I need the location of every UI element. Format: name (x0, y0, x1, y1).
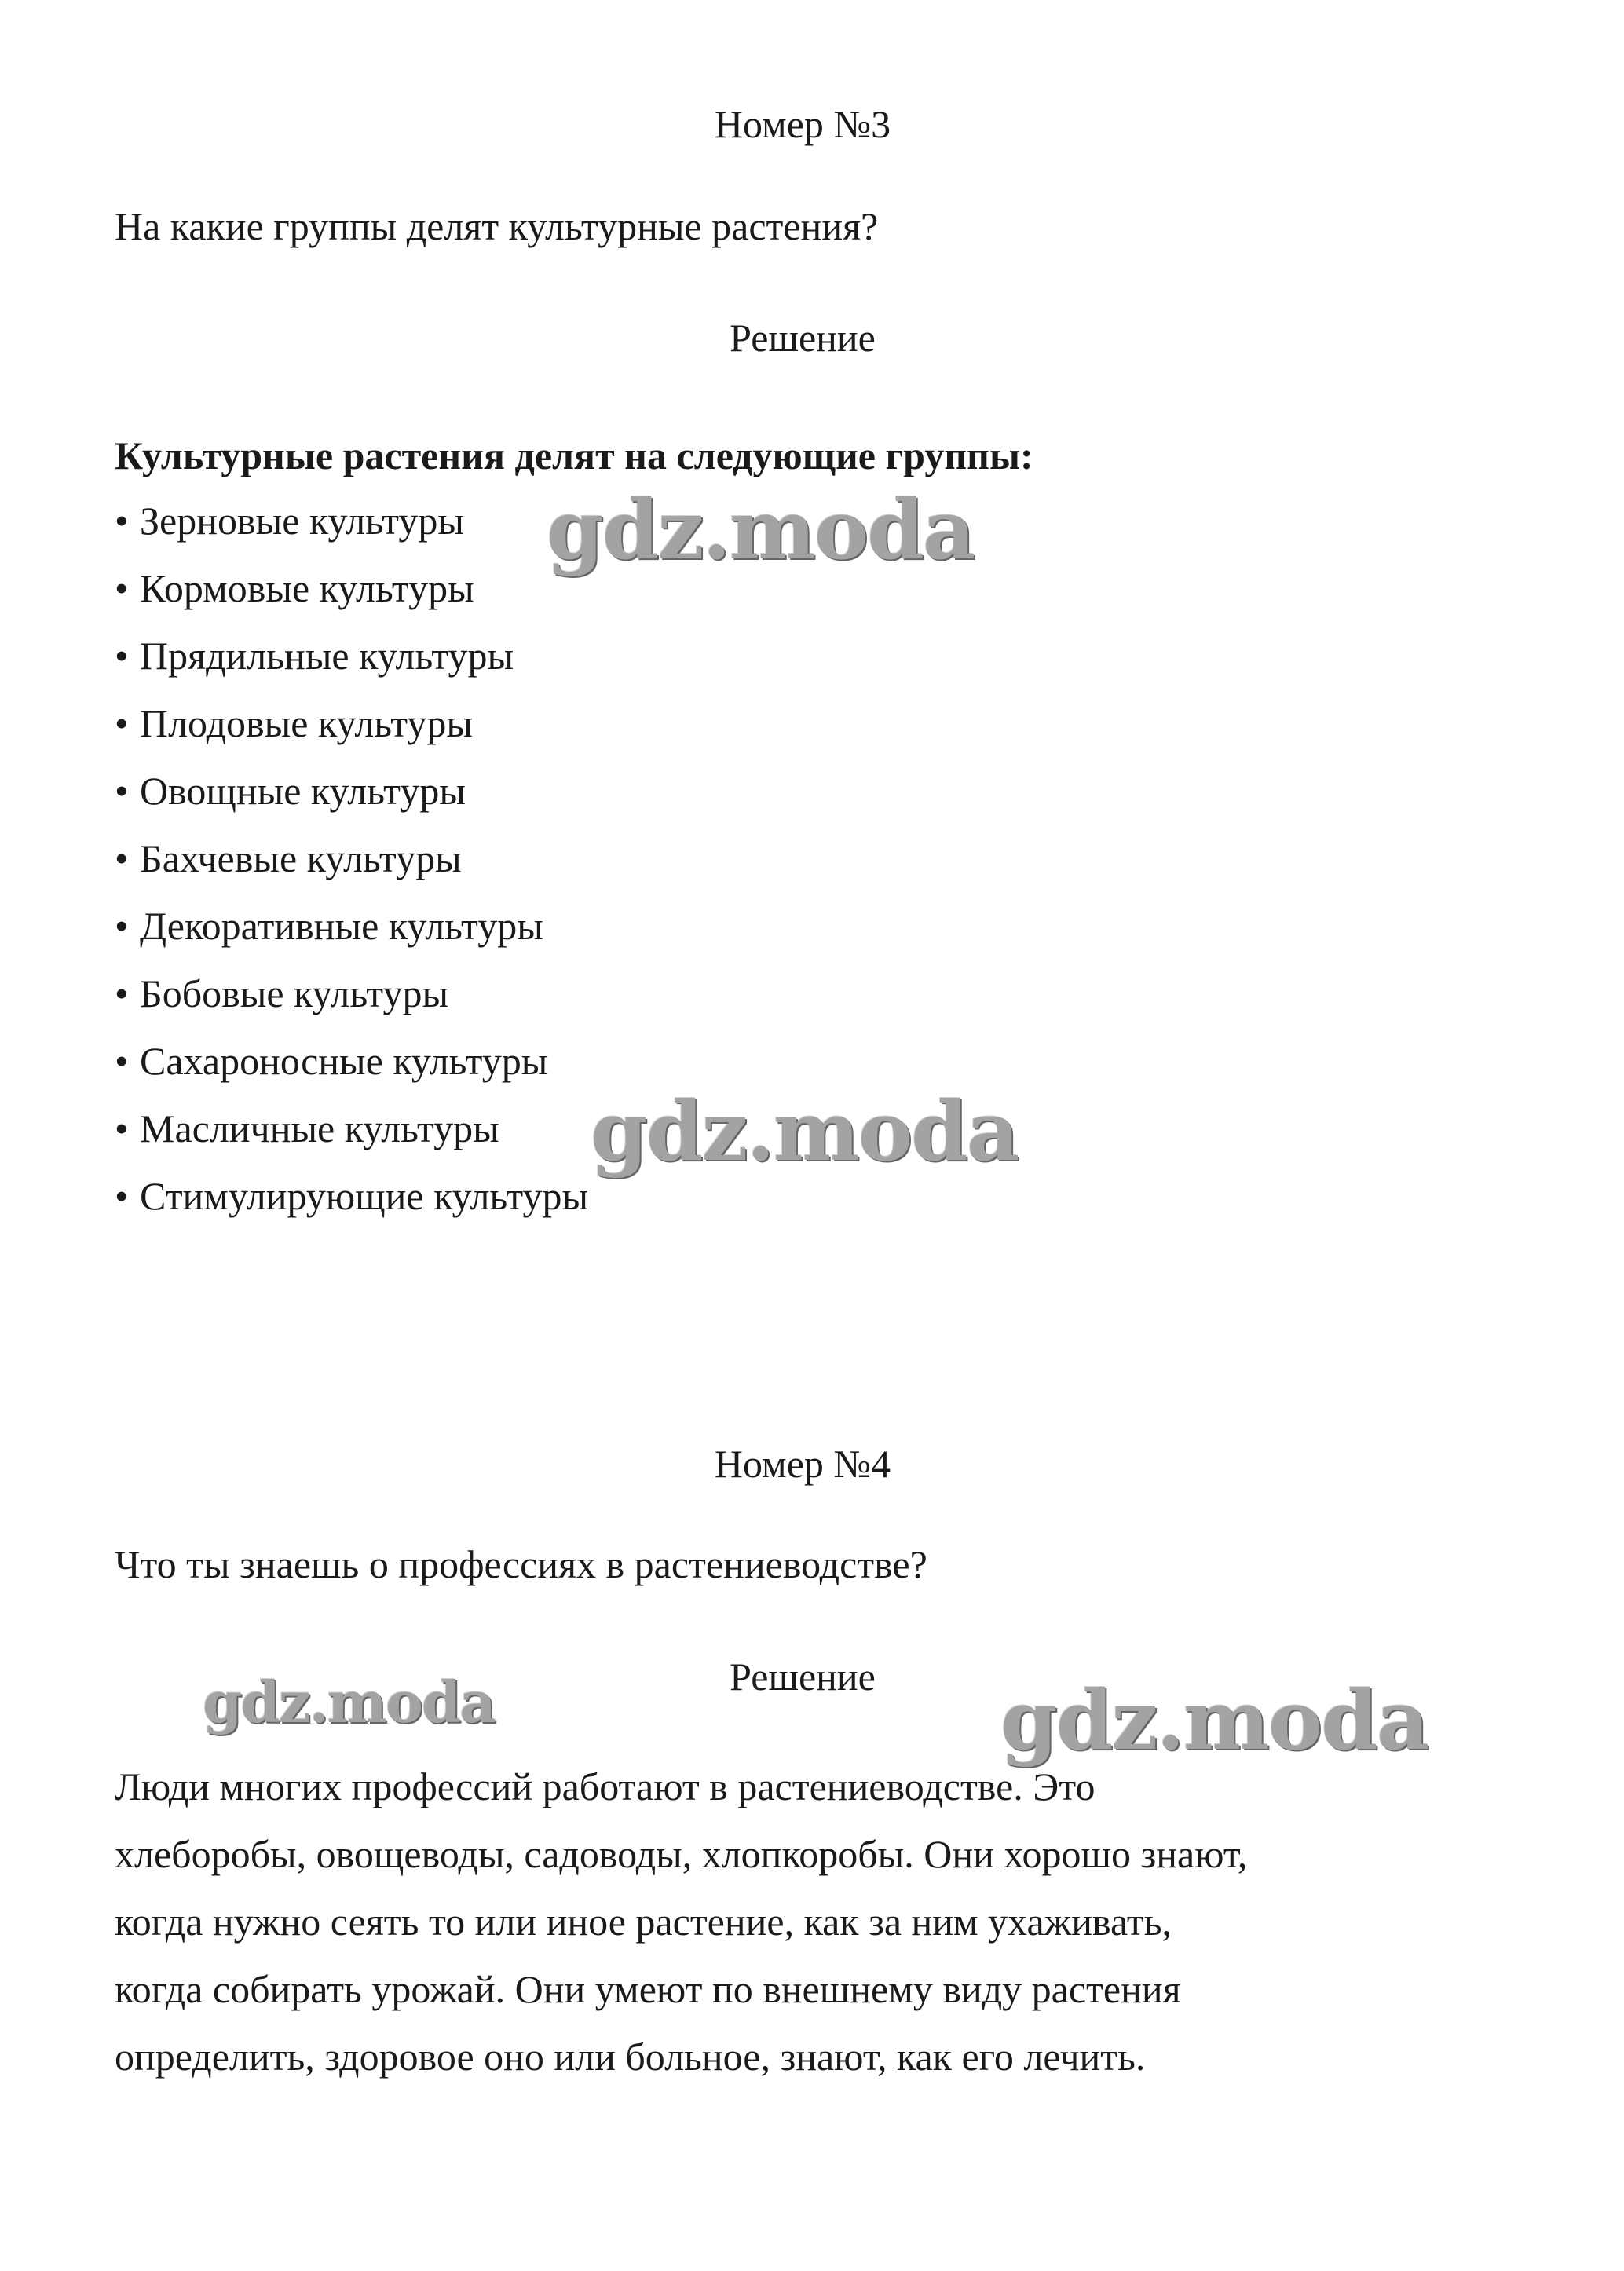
section3-title: Номер №3 (714, 102, 891, 146)
list-item: • Прядильные культуры (115, 634, 514, 678)
section3-question: На какие группы делят культурные растения? (115, 204, 879, 248)
section4-solution-label: Решение (730, 1655, 876, 1699)
list-item: • Стимулирующие культуры (115, 1174, 589, 1218)
paragraph-line: когда нужно сеять то или иное растение, как за ним ухаживать, (115, 1900, 1172, 1944)
list-item: • Масличные культуры (115, 1106, 499, 1150)
section4-question: Что ты знаешь о профессиях в растениеводстве? (115, 1542, 927, 1586)
section3-solution-label: Решение (730, 316, 876, 360)
bullet-marker: • (115, 701, 129, 745)
list-item: • Бахчевые культуры (115, 836, 462, 880)
list-item: • Сахароносные культуры (115, 1039, 548, 1083)
list-item: • Декоративные культуры (115, 904, 543, 948)
bullet-marker: • (115, 904, 129, 948)
watermark-logo: gdz.moda (547, 481, 975, 578)
list-item: • Бобовые культуры (115, 971, 449, 1015)
paragraph-line: когда собирать урожай. Они умеют по внешнему виду растения (115, 1967, 1181, 2011)
bullet-marker: • (115, 971, 129, 1015)
watermark-logo: gdz.moda (591, 1083, 1019, 1179)
paragraph-line: определить, здоровое оно или больное, знают, как его лечить. (115, 2035, 1146, 2079)
list-item: • Плодовые культуры (115, 701, 473, 745)
list-item: • Зерновые культуры (115, 499, 464, 543)
bullet-marker: • (115, 836, 129, 880)
bullet-marker: • (115, 1174, 129, 1218)
watermark-logo: gdz.moda (1000, 1672, 1428, 1768)
paragraph-line: Люди многих профессий работают в растениеводстве. Это (115, 1765, 1095, 1808)
bullet-marker: • (115, 769, 129, 813)
section4-title: Номер №4 (714, 1442, 891, 1486)
bullet-marker: • (115, 499, 129, 543)
watermark-logo: gdz.moda (203, 1669, 495, 1735)
paragraph-line: хлеборобы, овощеводы, садоводы, хлопкоробы. Они хорошо знают, (115, 1832, 1248, 1876)
bullet-marker: • (115, 634, 129, 678)
list-item: • Кормовые культуры (115, 566, 474, 610)
list-item: • Овощные культуры (115, 769, 466, 813)
section4-answer-paragraph (115, 1753, 1247, 2090)
bullet-marker: • (115, 1039, 129, 1083)
bullet-marker: • (115, 1106, 129, 1150)
section3-answer-heading: Культурные растения делят на следующие группы: (115, 433, 1033, 477)
bullet-marker: • (115, 566, 129, 610)
